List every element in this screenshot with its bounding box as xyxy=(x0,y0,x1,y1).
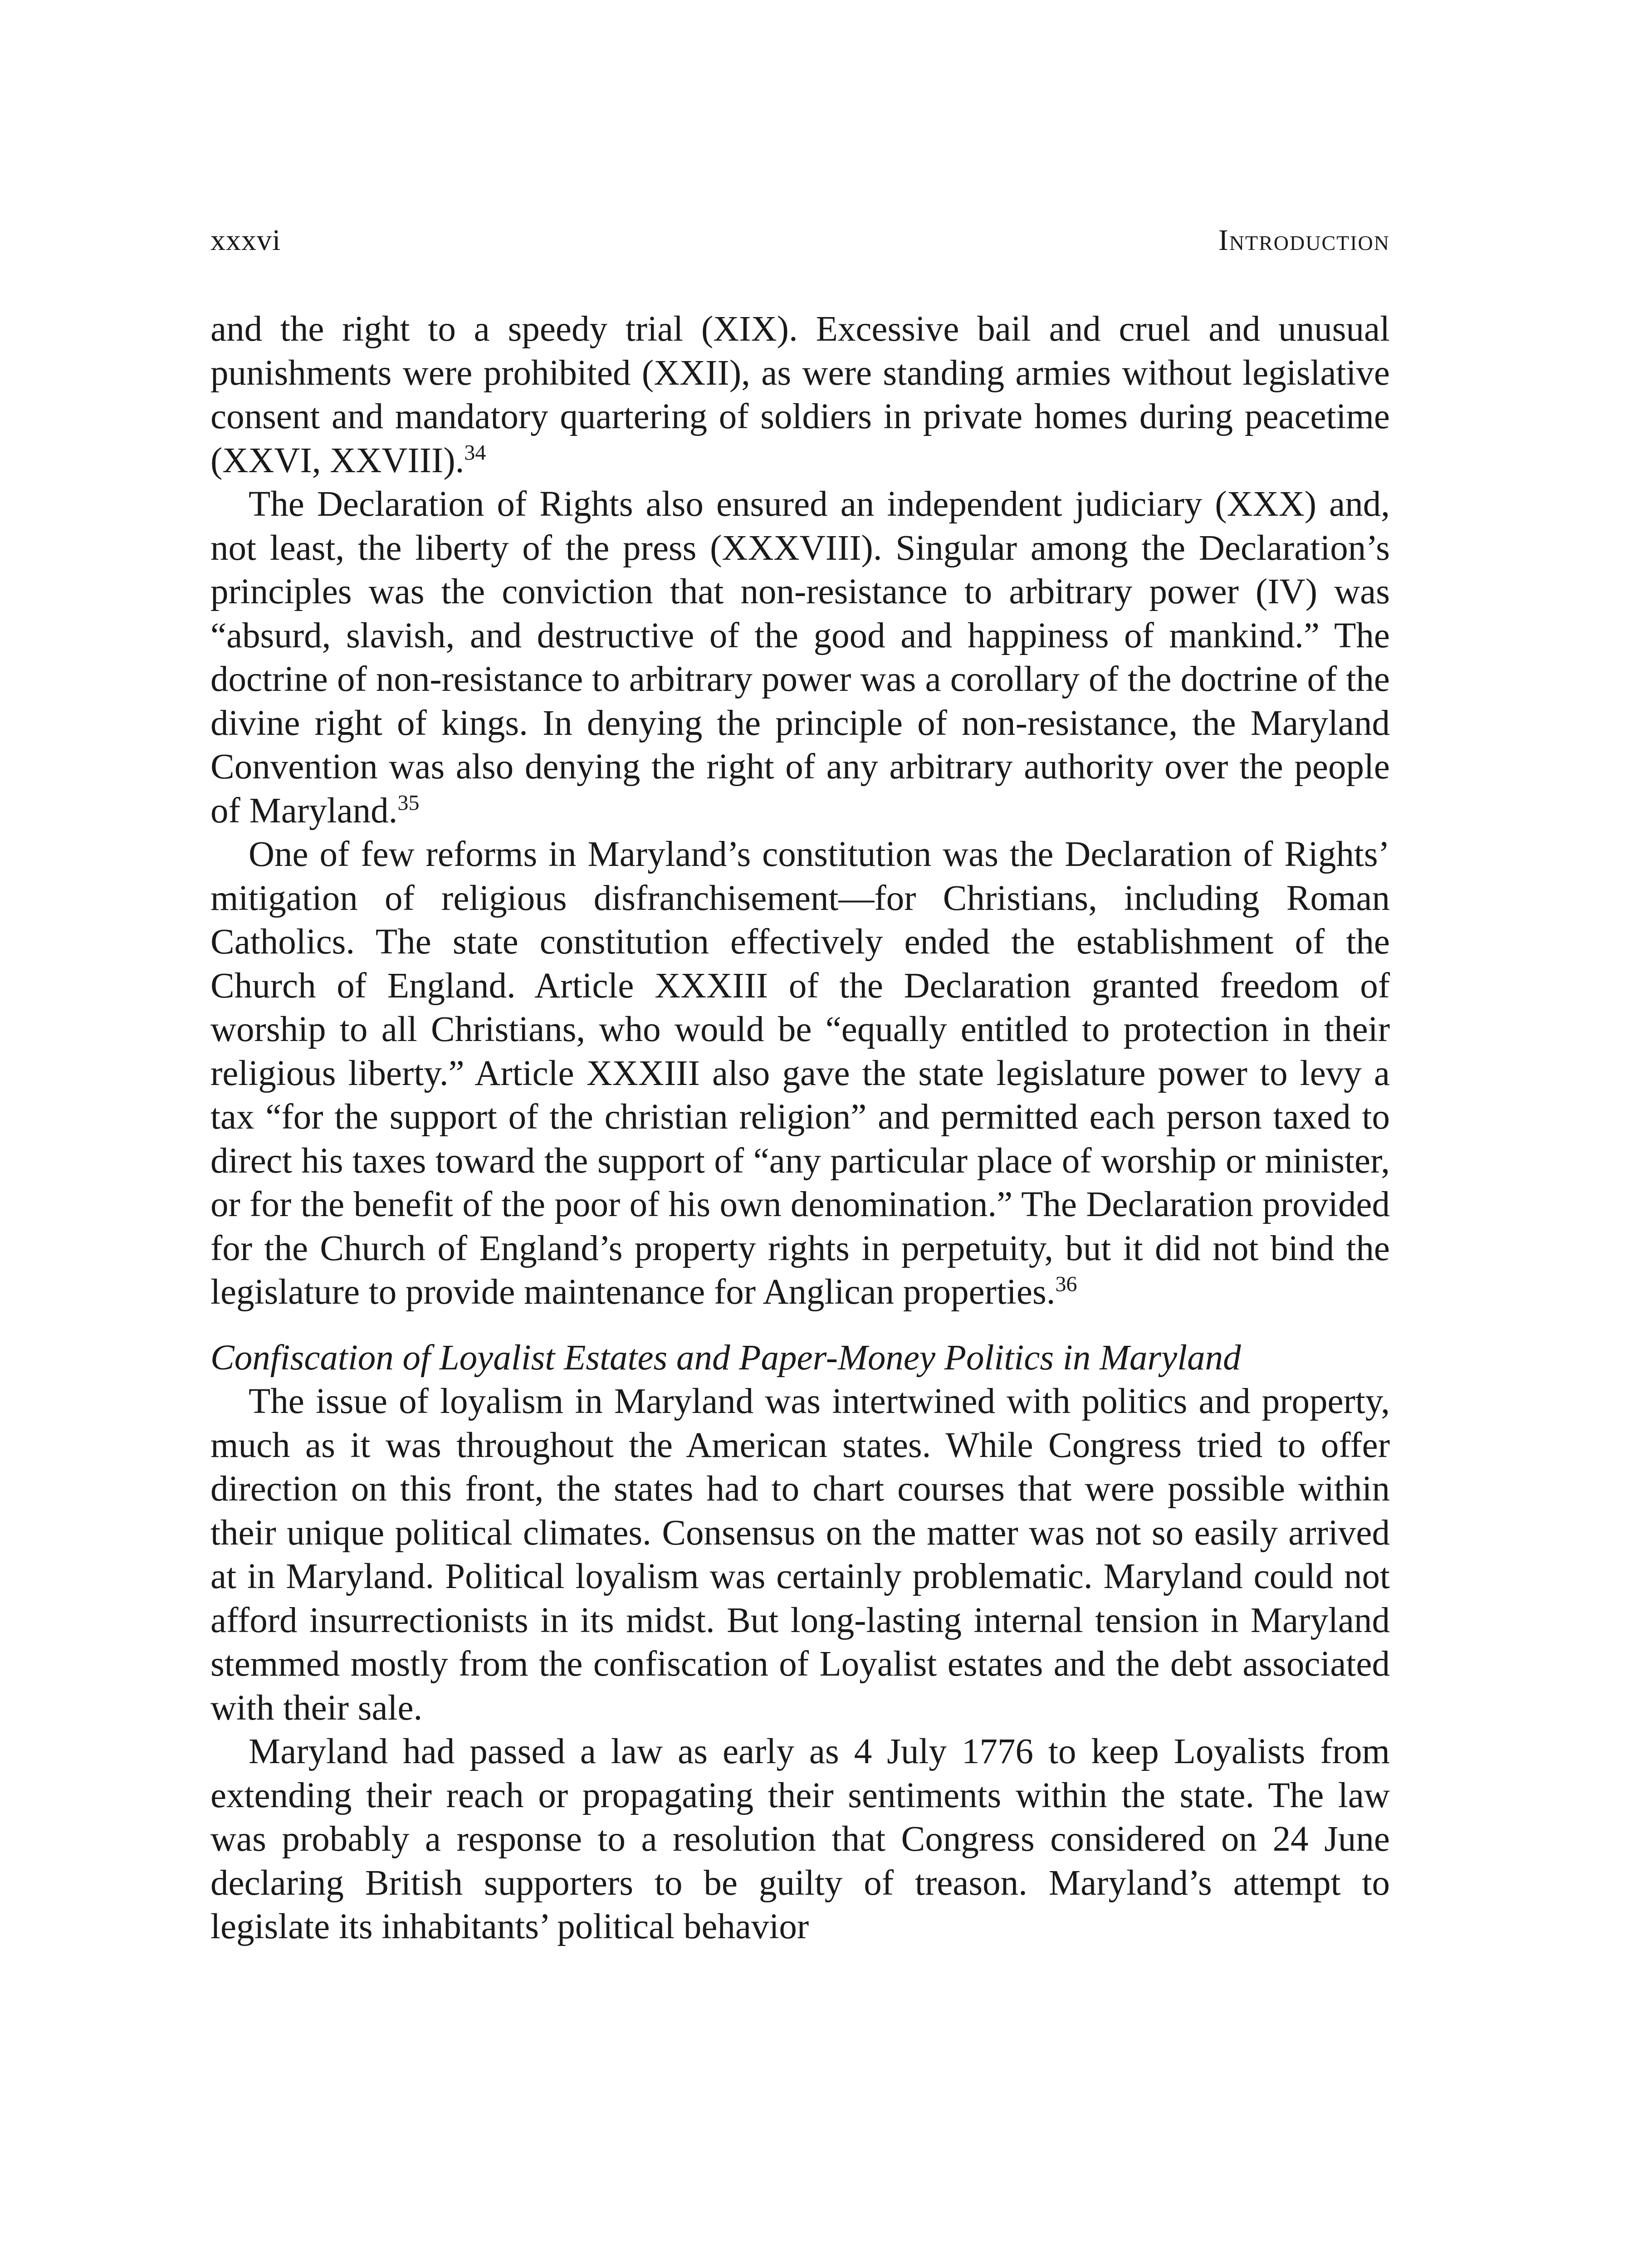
paragraph-5 xyxy=(210,1730,1390,1949)
running-head xyxy=(210,222,1390,259)
paragraph-2 xyxy=(210,483,1390,833)
footnote-marker-36: 36 xyxy=(1055,1272,1077,1296)
section-subheading: Confiscation of Loyalist Estates and Paper-Money Politics in Maryland xyxy=(210,1338,1241,1378)
paragraph-4 xyxy=(210,1380,1390,1730)
paragraph-2-text: The Declaration of Rights also ensured an independent judiciary (XXX) and, not least, the liberty of the press (XXXVIII). Singular among the Declaration’s principles was the conviction that non-resistance to arbitrary power (IV) was “absurd, slavish, and destructive of the good and happiness of mankind.” The doctrine of non-resistance to arbitrary power was a corollary of the doctrine of the divine right of kings. In denying the principle of non-resistance, the Maryland Convention was also denying the right of any arbitrary authority over the people of Maryland. xyxy=(210,484,1390,831)
section-title: Introduction xyxy=(1218,224,1390,257)
footnote-marker-34: 34 xyxy=(464,440,486,465)
paragraph-3 xyxy=(210,833,1390,1315)
paragraph-5-text: Maryland had passed a law as early as 4 July 1776 to keep Loyalists from extending their reach or propagating their sentiments within the state. The law was probably a response to a resolution that Congress considered on 24 June declaring British supporters to be guilty of treason. Maryland’s attempt to legislate its inhabitants’ political behavior xyxy=(210,1732,1390,1946)
book-page xyxy=(210,222,1390,1949)
paragraph-1-text: and the right to a speedy trial (XIX). Excessive bail and cruel and unusual punishments were prohibited (XXII), as were standing armies without legislative consent and mandatory quartering of soldiers in private homes during peacetime (XXVI, XXVIII). xyxy=(210,309,1390,480)
paragraph-3-text: One of few reforms in Maryland’s constitution was the Declaration of Rights’ mitigation of religious disfranchisement—for Christians, including Roman Catholics. The state constitution effectively ended the establishment of the Church of England. Article XXXIII of the Declaration granted freedom of worship to all Christians, who would be “equally entitled to protection in their religious liberty.” Article XXXIII also gave the state legislature power to levy a tax “for the support of the christian religion” and permitted each person taxed to direct his taxes toward the support of “any particular place of worship or minister, or for the benefit of the poor of his own denomination.” The Declaration provided for the Church of England’s property rights in perpetuity, but it did not bind the legislature to provide maintenance for Anglican properties. xyxy=(210,835,1390,1312)
footnote-marker-35: 35 xyxy=(397,791,420,815)
paragraph-1 xyxy=(210,308,1390,483)
paragraph-4-text: The issue of loyalism in Maryland was intertwined with politics and property, much as it was throughout the American states. While Congress tried to offer direction on this front, the states had to chart courses that were possible within their unique political climates. Consensus on the matter was not so easily arrived at in Maryland. Political loyalism was certainly problematic. Maryland could not afford insurrectionists in its midst. But long-lasting internal tension in Maryland stemmed mostly from the confiscation of Loyalist estates and the debt associated with their sale. xyxy=(210,1382,1390,1728)
page-number: xxxvi xyxy=(210,224,281,257)
